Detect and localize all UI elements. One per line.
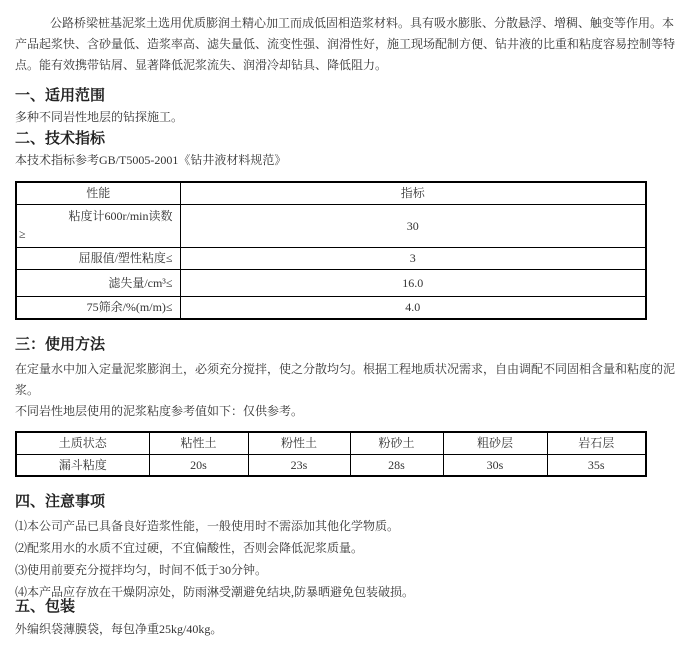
spec-property-cell: 75筛余/%(m/m)≤	[16, 296, 180, 319]
spec-value-cell: 3	[180, 247, 646, 269]
heading-scope: 一、适用范围	[15, 87, 106, 104]
viscosity-table-header-row	[16, 432, 646, 454]
viscosity-value-cell: 23s	[248, 454, 350, 476]
viscosity-header-clay: 粘性土	[149, 432, 248, 454]
specs-reference-text: 本技术指标参考GB/T5005-2001《钻井液材料规范》	[15, 153, 287, 167]
spec-property-text: 粘度计600r/min读数	[68, 208, 173, 223]
spec-value-cell: 4.0	[180, 296, 646, 319]
viscosity-value-cell: 30s	[443, 454, 547, 476]
viscosity-header-rock: 岩石层	[547, 432, 646, 454]
list-item: ⑷本产品应存放在干燥阴凉处，防雨淋受潮避免结块,防暴晒避免包装破损。	[15, 585, 415, 599]
table-row	[16, 247, 646, 269]
heading-usage: 三：使用方法	[15, 336, 106, 353]
heading-packaging: 五、包装	[15, 598, 76, 615]
heading-precautions: 四、注意事项	[15, 493, 106, 510]
list-item: ⑴本公司产品已具备良好造浆性能，一般使用时不需添加其他化学物质。	[15, 519, 400, 533]
scope-text: 多种不同岩性地层的钻探施工。	[15, 110, 184, 124]
list-item: ⑵配浆用水的水质不宜过硬，不宜偏酸性，否则会降低泥浆质量。	[15, 541, 364, 555]
viscosity-row-label: 漏斗粘度	[16, 454, 149, 476]
spec-table-header-property: 性能	[16, 182, 180, 204]
spec-table-header-value: 指标	[180, 182, 646, 204]
viscosity-value-cell: 35s	[547, 454, 646, 476]
spec-value-cell: 16.0	[180, 269, 646, 296]
spec-property-operator: ≥	[19, 226, 26, 241]
heading-technical-specs: 二、技术指标	[15, 130, 106, 147]
viscosity-header-coarse-sand: 粗砂层	[443, 432, 547, 454]
table-row	[16, 454, 646, 476]
viscosity-header-silty-soil: 粉性土	[248, 432, 350, 454]
spec-property-cell: 屈服值/塑性粘度≤	[16, 247, 180, 269]
table-row	[16, 296, 646, 319]
viscosity-value-cell: 20s	[149, 454, 248, 476]
packaging-text: 外编织袋薄膜袋，每包净重25kg/40kg。	[15, 622, 223, 636]
usage-paragraph-2: 不同岩性地层使用的泥浆粘度参考值如下：仅供参考。	[15, 404, 304, 418]
precautions-list	[15, 515, 675, 603]
spec-value-cell: 30	[180, 204, 646, 247]
intro-paragraph: 公路桥梁桩基泥浆土选用优质膨润土精心加工而成低固相造浆材料。具有吸水膨胀、分散悬浮、增稠、触变等作用。本产品起浆快、含砂量低、造浆率高、滤失量低、流变性强、润滑性好，施工现场配制方便、钻井液的比重和粘度容易控制等特点。能有效携带钻屑、显著降低泥浆流失、润滑冷却钻具、降低阻力。	[15, 16, 676, 72]
table-row	[16, 204, 646, 247]
viscosity-table	[15, 431, 647, 477]
spec-table-header-row	[16, 182, 646, 204]
viscosity-header-soil-state: 土质状态	[16, 432, 149, 454]
viscosity-header-silty-sand: 粉砂土	[350, 432, 443, 454]
table-row	[16, 269, 646, 296]
usage-paragraph-1: 在定量水中加入定量泥浆膨润土，必须充分搅拌，使之分散均匀。根据工程地质状况需求，自由调配不同固相含量和粘度的泥浆。	[15, 362, 676, 397]
spec-property-cell	[16, 204, 180, 247]
viscosity-value-cell: 28s	[350, 454, 443, 476]
spec-table	[15, 181, 647, 320]
list-item: ⑶使用前要充分搅拌均匀，时间不低于30分钟。	[15, 563, 268, 577]
spec-property-cell: 滤失量/cm³≤	[16, 269, 180, 296]
